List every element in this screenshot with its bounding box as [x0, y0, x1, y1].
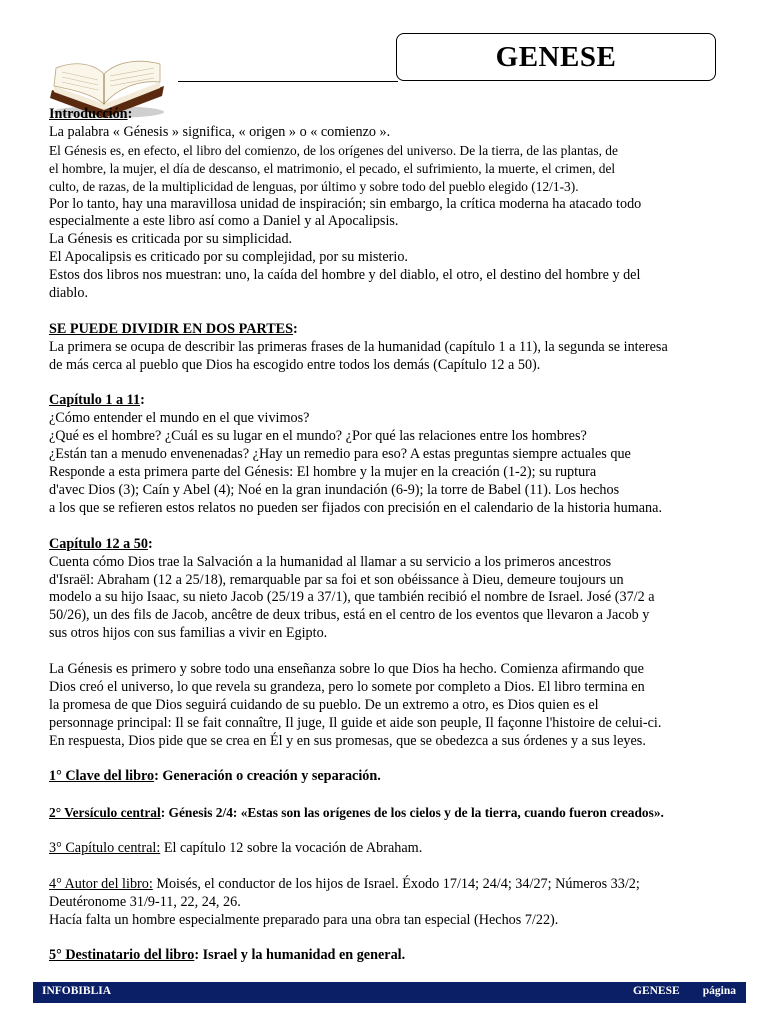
- ensenanza-line: En respuesta, Dios pide que se crea en Él y en sus promesas, que se obedezca a sus órdenes y a sus leyes.: [49, 732, 646, 749]
- footer-brand: INFOBIBLIA: [42, 985, 112, 997]
- intro-line: La palabra « Génesis » significa, « origen » o « comienzo ».: [49, 123, 391, 140]
- versiculo-label: 2° Versículo central: [49, 805, 161, 821]
- capitulo-central-text: El capítulo 12 sobre la vocación de Abraham.: [160, 840, 423, 857]
- cap1-heading-line: Capítulo 1 a 11:: [49, 392, 145, 409]
- autor-extra-line: Hacía falta un hombre especialmente preparado para una obra tan especial (Hechos 7/22).: [49, 911, 559, 928]
- cap1-line: a los que se refieren estos relatos no pueden ser fijados con precisión en el calendario de la historia humana.: [49, 499, 662, 516]
- versiculo-text: : Génesis 2/4: «Estas son las orígenes de los cielos y de la tierra, cuando fueron creados».: [160, 805, 664, 821]
- destinatario-text: : Israel y la humanidad en general.: [194, 947, 406, 964]
- cap12-line: modelo a su hijo Isaac, su nieto Jacob (25/19 a 37/1), que también recibió el nombre de Israel. José (37/2 a: [49, 589, 655, 606]
- intro-line: Por lo tanto, hay una maravillosa unidad de inspiración; sin embargo, la crítica moderna ha atacado todo: [49, 195, 642, 212]
- partes-heading-line: SE PUEDE DIVIDIR EN DOS PARTES:: [49, 320, 298, 337]
- cap1-line: ¿Están tan a menudo envenenadas? ¿Hay un remedio para eso? A estas preguntas siempre actuales que: [49, 446, 631, 463]
- cap1-line: ¿Cómo entender el mundo en el que vivimos?: [49, 410, 310, 427]
- cap12-heading: Capítulo 12 a 50: [49, 535, 148, 552]
- ensenanza-line: Dios creó el universo, lo que revela su grandeza, pero lo somete por completo a Dios. El libro termina en: [49, 678, 645, 695]
- autor-extra-line: Deutéronome 31/9-11, 22, 24, 26.: [49, 893, 241, 910]
- intro-heading: Introducción: [49, 106, 128, 122]
- cap12-line: Cuenta cómo Dios trae la Salvación a la humanidad al llamar a su servicio a los primeros ancestros: [49, 553, 612, 570]
- intro-line: El Génesis es, en efecto, el libro del comienzo, de los orígenes del universo. De la tierra, de las plantas, de: [49, 142, 618, 158]
- capitulo-central-label: 3° Capítulo central:: [49, 840, 161, 857]
- cap1-line: ¿Qué es el hombre? ¿Cuál es su lugar en el mundo? ¿Por qué las relaciones entre los hombres?: [49, 428, 587, 445]
- clave-line: [49, 768, 724, 786]
- cap12-line: 50/26), un des fils de Jacob, ancêtre de deux tribus, está en el centro de los eventos que llevaron a Jacob y: [49, 607, 650, 624]
- clave-label: 1° Clave del libro: [49, 768, 155, 785]
- cap12-line: d'Israël: Abraham (12 a 25/18), remarquable par sa foi et son obéissance à Dieu, demeure toujours un: [49, 571, 624, 588]
- footer-page-label: página: [702, 985, 736, 997]
- header-rule: [178, 81, 398, 82]
- destinatario-label: 5° Destinatario del libro: [49, 947, 195, 964]
- intro-line: El Apocalipsis es criticado por su complejidad, por su misterio.: [49, 249, 408, 266]
- ensenanza-line: La Génesis es primero y sobre todo una enseñanza sobre lo que Dios ha hecho. Comienza afirmando que: [49, 661, 644, 678]
- intro-line: el hombre, la mujer, el día de descanso, el matrimonio, el pecado, el sufrimiento, la muerte, el crimen, del: [49, 160, 616, 176]
- autor-text: Moisés, el conductor de los hijos de Israel. Éxodo 17/14; 24/4; 34/27; Números 33/2;: [152, 875, 640, 892]
- intro-line: culto, de razas, de la multiplicidad de lenguas, por último y sobre todo del pueblo elegido (12/1-3).: [49, 178, 579, 194]
- partes-line: La primera se ocupa de describir las primeras frases de la humanidad (capítulo 1 a 11), la segunda se interesa: [49, 338, 668, 355]
- partes-line: de más cerca al pueblo que Dios ha escogido entre todos los demás (Capítulo 12 a 50).: [49, 356, 541, 373]
- footer-book-name: GENESE: [633, 985, 680, 997]
- intro-line: Estos dos libros nos muestran: uno, la caída del hombre y del diablo, el otro, el destino del hombre y del: [49, 267, 641, 284]
- ensenanza-line: la promesa de que Dios seguirá cuidando de su pueblo. De un extremo a otro, es Dios quien es el: [49, 696, 599, 713]
- title-box: [396, 33, 716, 81]
- autor-line: [49, 876, 724, 894]
- page-title: GENESE: [495, 40, 617, 73]
- destinatario-line: [49, 947, 724, 965]
- cap1-line: d'avec Dios (3); Caín y Abel (4); Noé en la gran inundación (6-9); la torre de Babel (11). Los hechos: [49, 482, 620, 498]
- partes-heading: SE PUEDE DIVIDIR EN DOS PARTES: [49, 320, 294, 337]
- ensenanza-line: personnage principal: Il se fait connaître, Il juge, Il guide et aide son peuple, Il façonne l'histoire de celui-ci.: [49, 714, 662, 731]
- capitulo-central-line: [49, 840, 724, 858]
- intro-line: diablo.: [49, 285, 89, 302]
- cap1-heading: Capítulo 1 a 11: [49, 392, 141, 409]
- intro-line: La Génesis es criticada por su simplicidad.: [49, 231, 293, 248]
- intro-line: especialmente a este libro así como a Daniel y al Apocalipsis.: [49, 213, 399, 230]
- autor-label: 4° Autor del libro:: [49, 875, 153, 892]
- clave-text: : Generación o creación y separación.: [154, 768, 381, 785]
- versiculo-line: [49, 804, 724, 822]
- intro-heading-line: Introducción:: [49, 106, 133, 122]
- footer-bar: [33, 982, 746, 1003]
- cap12-heading-line: Capítulo 12 a 50:: [49, 535, 153, 552]
- cap1-line: Responde a esta primera parte del Génesis: El hombre y la mujer en la creación (1-2); su ruptura: [49, 464, 597, 481]
- document-body: [49, 106, 724, 965]
- cap12-line: sus otros hijos con sus familias a vivir en Egipto.: [49, 625, 328, 642]
